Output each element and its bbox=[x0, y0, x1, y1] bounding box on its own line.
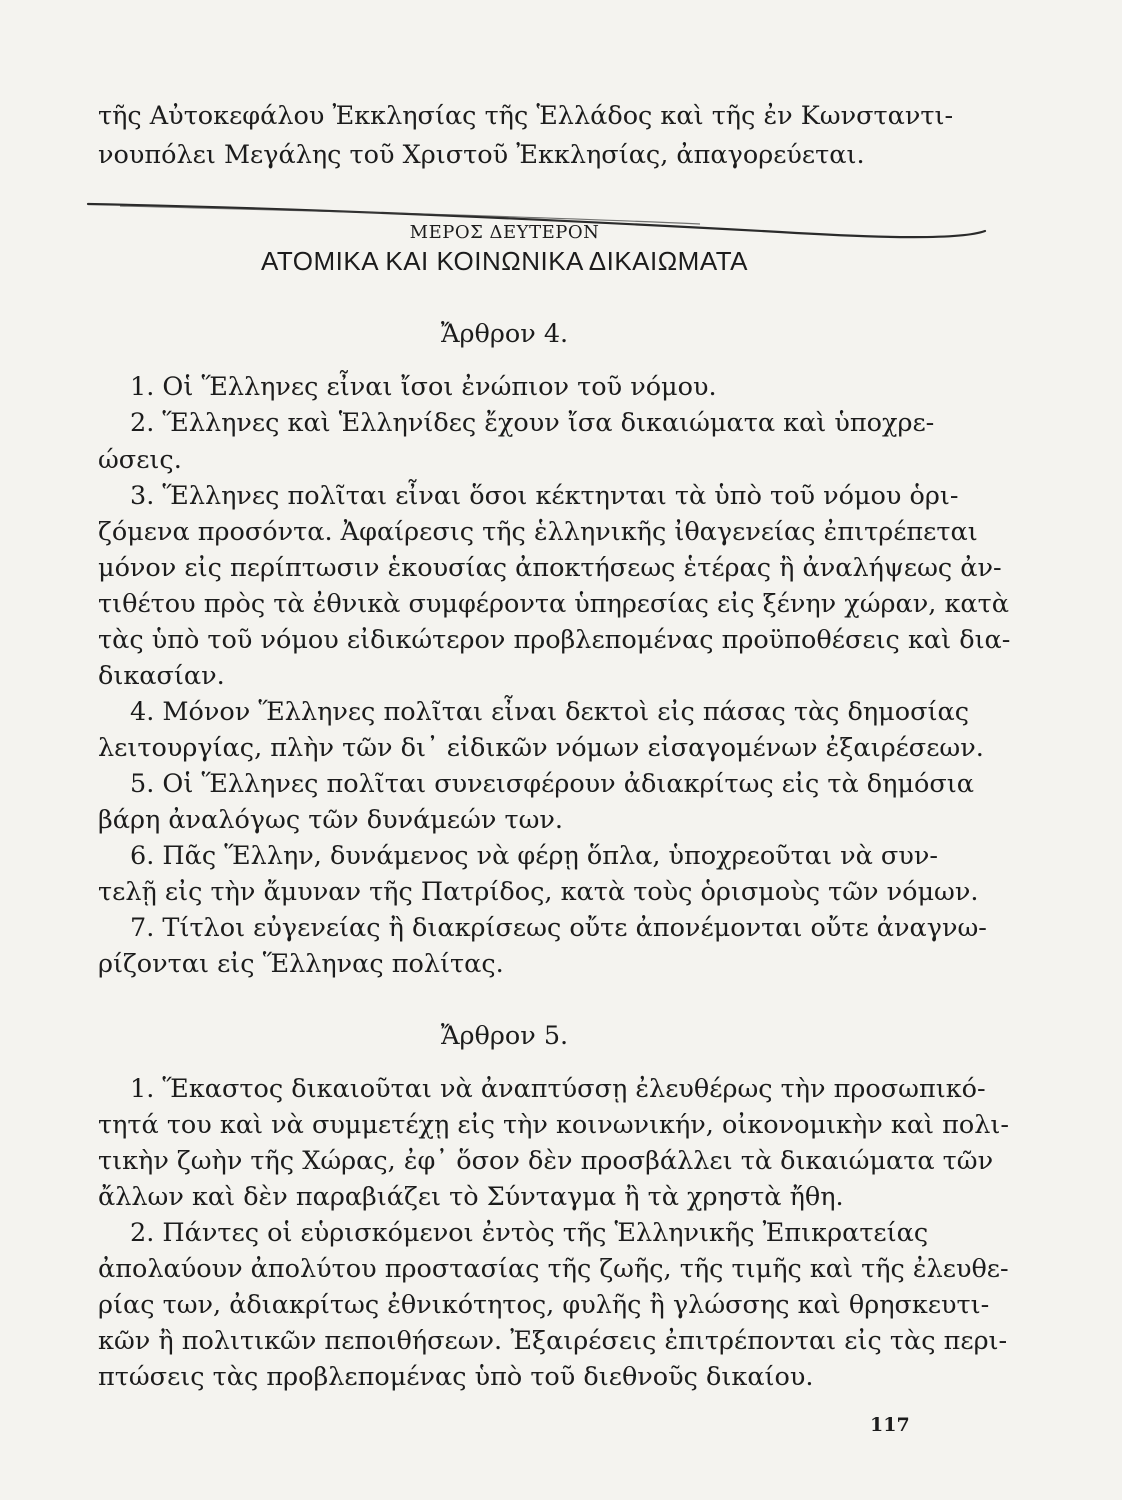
article-4-line: 3. Ἕλληνες πολῖται εἶναι ὅσοι κέκτηνται τὰ ὑπὸ τοῦ νόμου ὁρι- bbox=[130, 481, 959, 511]
article-5-line: ἀπολαύουν ἀπολύτου προστασίας τῆς ζωῆς, τῆς τιμῆς καὶ τῆς ἐλευθε- bbox=[98, 1254, 1009, 1284]
article-4-line: ρίζονται εἰς Ἕλληνας πολίτας. bbox=[98, 949, 504, 979]
article-4-line: 4. Μόνον Ἕλληνες πολῖται εἶναι δεκτοὶ εἰς πάσας τὰς δημοσίας bbox=[130, 697, 970, 727]
article-5-line: ρίας των, ἀδιακρίτως ἐθνικότητος, φυλῆς ἢ γλώσσης καὶ θρησκευτι- bbox=[98, 1290, 990, 1320]
article-5-line: πτώσεις τὰς προβλεπομένας ὑπὸ τοῦ διεθνοῦς δικαίου. bbox=[98, 1362, 814, 1392]
article-4-line: 1. Οἱ Ἕλληνες εἶναι ἴσοι ἐνώπιον τοῦ νόμου. bbox=[130, 372, 717, 402]
intro-line: τῆς Αὐτοκεφάλου Ἐκκλησίας τῆς Ἑλλάδος καὶ τῆς ἐν Κωνσταντι- bbox=[98, 101, 954, 131]
article-4-heading: Ἄρθρον 4. bbox=[440, 319, 569, 349]
article-4-line: 5. Οἱ Ἕλληνες πολῖται συνεισφέρουν ἀδιακρίτως εἰς τὰ δημόσια bbox=[130, 769, 974, 799]
article-4-line: 6. Πᾶς Ἕλλην, δυνάμενος νὰ φέρῃ ὅπλα, ὑποχρεοῦται νὰ συν- bbox=[130, 841, 938, 871]
part-title: ΑΤΟΜΙΚΑ ΚΑΙ ΚΟΙΝΩΝΙΚΑ ΔΙΚΑΙΩΜΑΤΑ bbox=[260, 246, 749, 276]
article-5-line: τητά του καὶ νὰ συμμετέχῃ εἰς τὴν κοινωνικήν, οἰκονομικὴν καὶ πολι- bbox=[98, 1110, 1010, 1140]
article-4-line: 2. Ἕλληνες καὶ Ἑλληνίδες ἔχουν ἴσα δικαιώματα καὶ ὑποχρε- bbox=[130, 408, 935, 438]
article-4-line: ώσεις. bbox=[98, 445, 182, 475]
intro-line: νουπόλει Μεγάλης τοῦ Χριστοῦ Ἐκκλησίας, ἀπαγορεύεται. bbox=[98, 140, 865, 170]
article-4-line: ζόμενα προσόντα. Ἀφαίρεσις τῆς ἑλληνικῆς ἰθαγενείας ἐπιτρέπεται bbox=[98, 517, 978, 547]
article-4-line: τὰς ὑπὸ τοῦ νόμου εἰδικώτερον προβλεπομένας προϋποθέσεις καὶ δια- bbox=[98, 625, 1011, 655]
article-4-line: δικασίαν. bbox=[98, 661, 225, 691]
article-5-line: 1. Ἕκαστος δικαιοῦται νὰ ἀναπτύσσῃ ἐλευθέρως τὴν προσωπικό- bbox=[130, 1074, 986, 1104]
article-4-line: 7. Τίτλοι εὐγενείας ἢ διακρίσεως οὔτε ἀπονέμονται οὔτε ἀναγνω- bbox=[130, 913, 987, 943]
article-5-line: κῶν ἢ πολιτικῶν πεποιθήσεων. Ἐξαιρέσεις ἐπιτρέπονται εἰς τὰς περι- bbox=[98, 1326, 1008, 1356]
page-number: 117 bbox=[870, 1414, 910, 1436]
article-4-line: βάρη ἀναλόγως τῶν δυνάμεών των. bbox=[98, 805, 563, 835]
article-5-line: 2. Πάντες οἱ εὑρισκόμενοι ἐντὸς τῆς Ἑλληνικῆς Ἐπικρατείας bbox=[130, 1218, 929, 1248]
article-5-line: ἄλλων καὶ δὲν παραβιάζει τὸ Σύνταγμα ἢ τὰ χρηστὰ ἤθη. bbox=[98, 1182, 844, 1212]
article-4-line: τελῇ εἰς τὴν ἄμυναν τῆς Πατρίδος, κατὰ τοὺς ὁρισμοὺς τῶν νόμων. bbox=[98, 877, 979, 907]
article-5-line: τικὴν ζωὴν τῆς Χώρας, ἐφ᾽ ὅσον δὲν προσβάλλει τὰ δικαιώματα τῶν bbox=[98, 1146, 994, 1176]
article-5-heading: Ἄρθρον 5. bbox=[440, 1021, 569, 1051]
article-4-line: μόνον εἰς περίπτωσιν ἑκουσίας ἀποκτήσεως ἑτέρας ἢ ἀναλήψεως ἀν- bbox=[98, 553, 1002, 583]
article-4-line: λειτουργίας, πλὴν τῶν δι᾽ εἰδικῶν νόμων εἰσαγομένων ἐξαιρέσεων. bbox=[98, 733, 984, 763]
article-4-line: τιθέτου πρὸς τὰ ἐθνικὰ συμφέροντα ὑπηρεσίας εἰς ξένην χώραν, κατὰ bbox=[98, 589, 1009, 619]
part-label: ΜΕΡΟΣ ΔΕΥΤΕΡΟΝ bbox=[409, 222, 600, 243]
